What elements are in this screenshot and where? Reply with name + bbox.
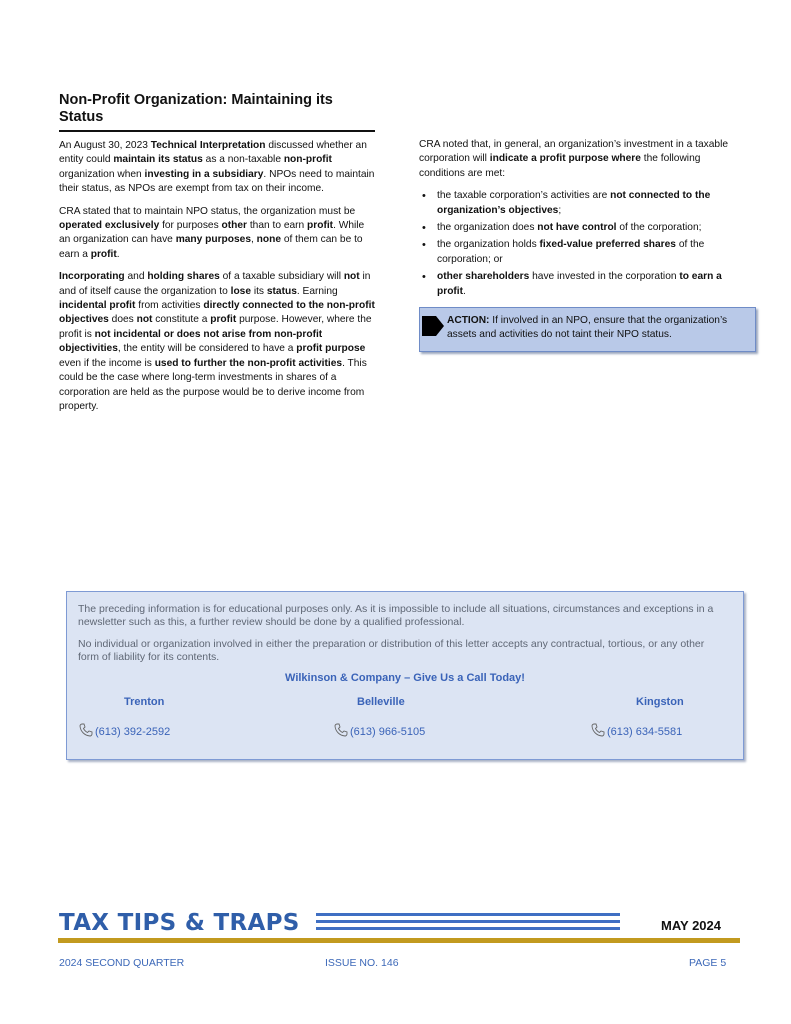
right-column (419, 138, 731, 352)
action-text: ACTION: If involved in an NPO, ensure that the organization’s assets and activities do not taint their NPO status. (447, 315, 728, 341)
firm-call-to-action: Wilkinson & Company – Give Us a Call Today! (285, 672, 525, 684)
office-city-belleville: Belleville (357, 696, 405, 708)
article-paragraph-4: CRA noted that, in general, an organization’s investment in a taxable corporation will indicate a profit purpose where the following conditions are met: (419, 139, 729, 179)
footer-gold-rule (58, 938, 740, 943)
footer-stripe (316, 927, 620, 930)
list-item: • the taxable corporation’s activities are not connected to the organization’s objectives; (419, 189, 731, 218)
disclaimer-paragraph-1: The preceding information is for educational purposes only. As it is impossible to include all situations, circumstances and exceptions in a newsletter such as this, a further review should be done by a qualified professional. (78, 603, 714, 628)
phone-number: (613) 966-5105 (350, 726, 426, 738)
disclaimer-paragraph-2: No individual or organization involved in either the preparation or distribution of this letter accepts any contractual, tortious, or any other form of liability for its contents. (78, 638, 705, 663)
phone-number: (613) 392-2592 (95, 726, 171, 738)
issue-date: MAY 2024 (661, 918, 721, 933)
action-callout (419, 307, 756, 352)
telephone-handset-icon (591, 723, 605, 737)
footer-quarter: 2024 SECOND QUARTER (59, 957, 185, 969)
telephone-handset-icon (79, 723, 93, 737)
arrow-right-icon (422, 316, 444, 336)
phone-number: (613) 634-5581 (607, 726, 683, 738)
office-city-trenton: Trenton (124, 696, 165, 708)
article-title: Non-Profit Organization: Maintaining its Status (59, 92, 375, 132)
office-phone-belleville[interactable] (334, 723, 425, 738)
article-paragraph-2: CRA stated that to maintain NPO status, the organization must be operated exclusively for purposes other than to earn profit. While an organization can have many purposes, none of them can be to earn a profit. (59, 205, 365, 260)
article-paragraph-3: Incorporating and holding shares of a taxable subsidiary will not in and of itself cause the organization to lose its status. Earning incidental profit from activities directly connected to the non-profit objectives does not constitute a profit purpose. However, where the profit is not incidental or does not arise from non-profit objectivities, the entity will be considered to have a profit purpose even if the income is used to further the non-profit activities. This could be the case where long-term investments in shares of a corporation are held as the purpose would be to derive income from property. (59, 271, 375, 412)
telephone-handset-icon (334, 723, 348, 737)
office-city-kingston: Kingston (636, 696, 684, 708)
disclaimer-box (66, 591, 744, 760)
newsletter-title: TAX TIPS & TRAPS (59, 910, 300, 936)
article-paragraph-1: An August 30, 2023 Technical Interpretation discussed whether an entity could maintain its status as a non-taxable non-profit organization when investing in a subsidiary. NPOs need to maintain their status, as NPOs are exempt from tax on their income. (59, 140, 375, 195)
office-phone-kingston[interactable] (591, 723, 682, 738)
footer-issue-number: ISSUE NO. 146 (325, 957, 399, 969)
list-item: • the organization holds fixed-value preferred shares of the corporation; or (419, 238, 731, 267)
list-item: • the organization does not have control of the corporation; (419, 221, 731, 235)
footer-stripe (316, 913, 620, 916)
list-item: • other shareholders have invested in the corporation to earn a profit. (419, 270, 731, 299)
footer-stripe (316, 920, 620, 923)
footer-page-number: PAGE 5 (689, 957, 727, 969)
conditions-list (419, 189, 731, 299)
left-column (59, 92, 375, 422)
office-phone-trenton[interactable] (79, 723, 170, 738)
